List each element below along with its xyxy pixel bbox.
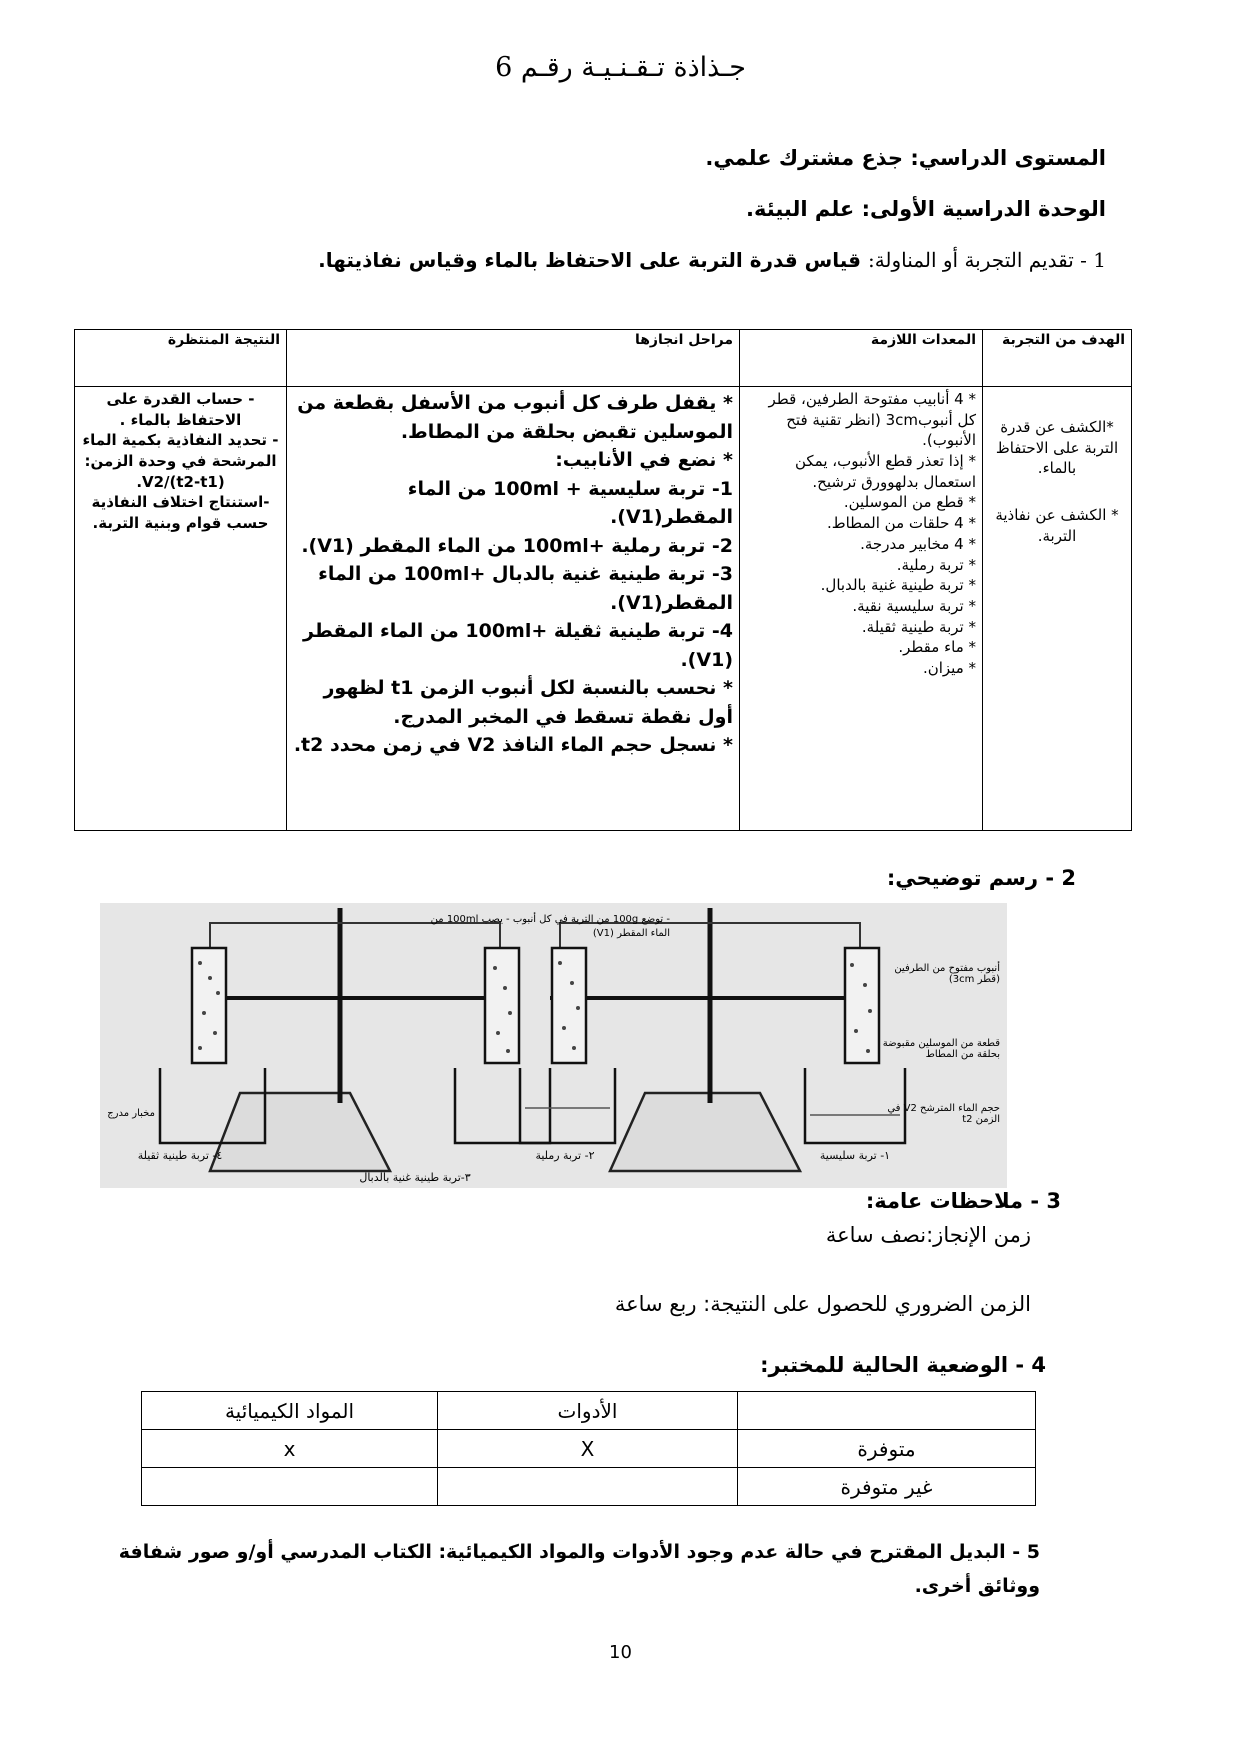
result-formula: .V2/(t2-t1) (136, 472, 225, 491)
figure-label-volume: حجم الماء المترشح V2 في الزمن t2 (887, 1103, 1000, 1125)
lab-status-table (141, 1391, 1036, 1506)
experiment-table (74, 329, 1132, 831)
level-line (106, 146, 1106, 170)
goal-cell (983, 387, 1132, 831)
step-line: 3- تربة طينية غنية بالدبال +100ml من الماء المقطر(V1). (318, 563, 733, 614)
section5-text: 5 - البديل المقترح في حالة عدم وجود الأدوات والمواد الكيميائية: الكتاب المدرسي أو/و صور شفافة ووثائق أخرى. (118, 1541, 1040, 1598)
lab-row-available-tools: X (438, 1430, 738, 1468)
steps-cell (287, 387, 740, 831)
lab-row-unavailable-tools (438, 1468, 738, 1506)
result-line: - تحديد النفاذية بكمية الماء المرشحة في وحدة الزمن: (82, 431, 279, 471)
section4-heading: 4 - الوضعية الحالية للمختبر: (760, 1353, 1046, 1377)
section3-heading: 3 - ملاحظات عامة: (865, 1189, 1061, 1213)
step-line: * نسجل حجم الماء النافذ V2 في زمن محدد t2. (293, 734, 733, 756)
goal-line: * الكشف عن نفاذية التربة. (995, 506, 1119, 545)
equipment-cell (740, 387, 983, 831)
figure-label-tube: أنبوب مفتوح من الطرفين (قطر 3cm) (894, 963, 1000, 985)
intro-value: قياس قدرة التربة على الاحتفاظ بالماء وقياس نفاذيتها. (318, 248, 861, 272)
equipment-line: * ميزان. (922, 658, 976, 677)
equipment-line: * 4 حلقات من المطاط. (826, 514, 976, 533)
step-line: * نحسب بالنسبة لكل أنبوب الزمن t1 لظهور أول نقطة تسقط في المخبر المدرج. (323, 677, 733, 728)
goal-line: *الكشف عن قدرة التربة على الاحتفاظ بالماء. (995, 418, 1119, 478)
unit-value: علم البيئة. (746, 197, 855, 221)
lab-header-chem: المواد الكيميائية (142, 1392, 438, 1430)
equipment-line: * 4 أنابيب مفتوحة الطرفين، قطر كل أنبوب3cm (انظر تقنية فتح الأنبوب). (768, 390, 976, 450)
section2-heading: 2 - رسم توضيحي: (886, 866, 1076, 890)
step-line: 4- تربة طينية ثقيلة +100ml من الماء المقطر (V1). (303, 620, 733, 671)
page-title: جـذاذة تـقـنـيـة رقـم 6 (495, 52, 746, 83)
lab-header-blank (738, 1392, 1036, 1430)
lab-row-unavailable-label: غير متوفرة (738, 1468, 1036, 1506)
lab-row-unavailable-chem (142, 1468, 438, 1506)
equipment-line: * تربة طينية ثقيلة. (861, 617, 976, 636)
result-cell (75, 387, 287, 831)
figure-label-cylinder: مخبار مدرج (107, 1108, 155, 1119)
figure-top-note: - توضع 100g من التربة في كل أنبوب - يصب 100ml من الماء المقطر (V1) (430, 914, 670, 939)
result-line: -استنتاج اختلاف النفاذية حسب قوام وبنية التربة. (91, 493, 270, 533)
page-number: 10 (609, 1642, 632, 1663)
note-result-time: الزمن الضروري للحصول على النتيجة: ربع ساعة (614, 1292, 1031, 1316)
unit-line (106, 197, 1106, 221)
equipment-line: * تربة سليسية نقية. (852, 596, 976, 615)
equipment-line: * ماء مقطر. (898, 638, 976, 657)
header-result: النتيجة المنتظرة (75, 330, 287, 387)
header-goal: الهدف من التجربة (983, 330, 1132, 387)
step-line: 2- تربة رملية +100ml من الماء المقطر (V1). (301, 534, 733, 557)
apparatus-figure (100, 903, 1007, 1188)
equipment-line: * إذا تعذر قطع الأنبوب، يمكن استعمال بدلهوورق ترشيح. (794, 452, 976, 491)
figure-label-soil-4: ٤- تربة طينية ثقيلة (137, 1149, 223, 1162)
step-line: 1- تربة سليسية + 100ml من الماء المقطر(V1). (407, 477, 733, 528)
figure-label-soil-1: ١- تربة سليسية (819, 1149, 891, 1162)
level-value: جذع مشترك علمي. (705, 146, 904, 170)
intro-line (106, 248, 1106, 272)
equipment-line: * تربة رملية. (896, 555, 976, 574)
equipment-line: * تربة طينية غنية بالدبال. (820, 576, 976, 595)
figure-label-muslin: قطعة من الموسلين مقبوضة بحلقة من المطاط (882, 1038, 1000, 1060)
lab-row-available-chem: x (142, 1430, 438, 1468)
header-steps: مراحل انجازها (287, 330, 740, 387)
level-label: المستوى الدراسي: (910, 146, 1106, 170)
note-duration: زمن الإنجاز:نصف ساعة (825, 1223, 1031, 1247)
intro-label: 1 - تقديم التجربة أو المناولة: (867, 248, 1106, 272)
figure-label-soil-2: ٢- تربة رملية (535, 1149, 595, 1162)
equipment-line: * قطع من الموسلين. (843, 493, 976, 512)
lab-row-available-label: متوفرة (738, 1430, 1036, 1468)
result-line: - حساب القدرة على الاحتفاظ بالماء . (106, 390, 255, 429)
unit-label: الوحدة الدراسية الأولى: (861, 197, 1106, 221)
lab-header-tools: الأدوات (438, 1392, 738, 1430)
equipment-line: * 4 مخابير مدرجة. (860, 534, 976, 553)
figure-label-soil-3: ٣-تربة طينية غنية بالدبال (359, 1171, 471, 1184)
step-line: * يقفل طرف كل أنبوب من الأسفل بقطعة من الموسلين تقبض بحلقة من المطاط. (297, 392, 733, 443)
apparatus-drawing (100, 903, 1007, 1188)
header-equipment: المعدات اللازمة (740, 330, 983, 387)
step-line: * نضع في الأنابيب: (555, 449, 733, 471)
